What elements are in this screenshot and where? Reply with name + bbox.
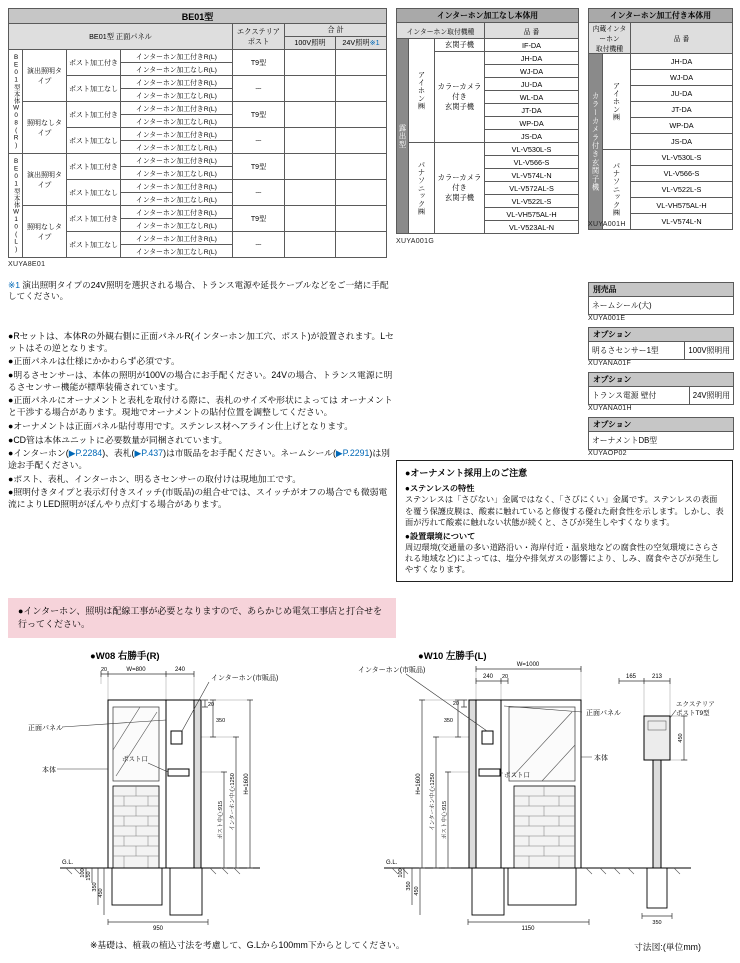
dim-label: 350: [216, 718, 226, 724]
ext-post-callout: エクステリア: [676, 701, 715, 708]
cell-type-light: 演出照明タイプ: [23, 50, 67, 102]
col-header-machine: インターホン取付機種: [397, 23, 485, 39]
col-header-part: 品 番: [631, 23, 733, 54]
cell-sub-post: ポスト加工付き: [67, 154, 121, 180]
part-number: IF-DA: [485, 39, 579, 52]
part-number: VL-V574L-N: [485, 169, 579, 182]
cell-panel: インターホン加工なしR(L): [121, 115, 233, 128]
note-text: ●インターホン(: [8, 448, 69, 459]
maker-aiphone: アイホン㈱: [603, 54, 631, 150]
box-header: オプション: [589, 328, 733, 342]
dim-label: 350: [92, 882, 98, 892]
ground-label: G.L.: [62, 860, 74, 866]
cell-body-w10: BE01型本体W10(L): [9, 154, 23, 258]
product-code: XUYA001E: [588, 315, 626, 322]
cell-total-24v: [336, 154, 387, 180]
unit-label: 寸法図:(単位mm): [634, 942, 701, 952]
dim-label: 240: [482, 674, 494, 680]
cell-post-t9: T9型: [233, 50, 285, 76]
cell-panel: インターホン加工なしR(L): [121, 193, 233, 206]
cell-post-t9: T9型: [233, 206, 285, 232]
cell-panel: インターホン加工付きR(L): [121, 206, 233, 219]
col-header-part: 品 番: [485, 23, 579, 39]
dim-label: 100: [80, 868, 86, 878]
cell-total-100v: [285, 180, 336, 206]
dim-label: 165: [625, 674, 637, 680]
type-door-station: 玄関子機: [435, 39, 485, 52]
note-bullet: ●オーナメントは正面パネル貼付専用です。ステンレス材ヘアライン仕上げとなります。: [8, 420, 354, 431]
part-number: JS-DA: [485, 130, 579, 143]
note-bullet: ●明るさセンサーは、本体の照明が100Vの場合にお手配ください。24Vの場合、トランス電源に明るさセンサー機能が標準装備されています。: [8, 370, 393, 392]
part-number: VL-V522L-S: [485, 195, 579, 208]
cell-total-100v: [285, 102, 336, 128]
col-header-24v: [336, 37, 387, 50]
option-box-sensor: [588, 327, 734, 367]
notice-title: ●オーナメント採用上のご注意: [405, 468, 528, 478]
col-header-24v-text: 24V照明: [342, 38, 370, 47]
dim-label: 350: [652, 920, 662, 926]
table-a-title: インターホン加工なし本体用: [397, 9, 579, 23]
part-number: JH-DA: [485, 52, 579, 65]
cell-total-24v: [336, 206, 387, 232]
intercom-callout: インターホン(市販品): [211, 675, 279, 682]
product-code: XUYA001H: [588, 221, 626, 228]
note-bullet: ●正面パネルは仕様にかかわらず必須です。: [8, 356, 180, 367]
col-header-100v: 100V照明: [285, 37, 336, 50]
type-camera-station: カラーカメラ 付き 玄関子機: [435, 52, 485, 143]
dim-label: 20: [452, 701, 459, 707]
cell-type-light: 演出照明タイプ: [23, 154, 67, 206]
box-item: オーナメントDB型: [592, 436, 658, 445]
dim-label: 450: [414, 886, 420, 896]
footnote-1-mark: ※1: [8, 280, 23, 290]
type-camera-station: カラーカメラ 付き 玄関子機: [435, 143, 485, 234]
cell-post-dash: ー: [233, 180, 285, 206]
box-header: オプション: [589, 373, 733, 387]
cell-post-dash: ー: [233, 128, 285, 154]
box-header: 別売品: [589, 283, 733, 297]
notes-list: [8, 331, 394, 513]
note-text: )、表札(: [102, 448, 135, 459]
product-code: XUYANA01F: [588, 360, 632, 367]
cell-total-100v: [285, 128, 336, 154]
note-bullet: ●照明付きタイプと表示灯付きスイッチ(市販品)の組合せでは、スイッチがオフの場合でも微弱電流によりLED照明がぼんやり点灯する場合があります。: [8, 487, 388, 509]
panel-callout: 正面パネル: [28, 725, 63, 732]
part-number: WL-DA: [485, 91, 579, 104]
footnote-1: [8, 280, 392, 302]
object-drawing: [469, 700, 670, 915]
diagram-title-w08: ●W08 右勝手(R): [90, 651, 160, 662]
cell-panel: インターホン加工付きR(L): [121, 128, 233, 141]
col-header-machine: 内蔵インターホン 取付機種: [589, 23, 631, 54]
post-mouth-callout: ポスト口: [504, 772, 530, 779]
cell-panel: インターホン加工付きR(L): [121, 232, 233, 245]
object-drawing: [108, 700, 202, 915]
dim-label: ポスト中心:915: [442, 800, 448, 840]
cell-total-24v: [336, 50, 387, 76]
part-number: JU-DA: [631, 86, 733, 102]
cell-type-nolight: 照明なしタイプ: [23, 206, 67, 258]
cell-panel: インターホン加工なしR(L): [121, 167, 233, 180]
cell-total-100v: [285, 50, 336, 76]
page-link[interactable]: ▶P.2284: [68, 448, 103, 459]
cell-panel: インターホン加工なしR(L): [121, 63, 233, 76]
diagram-title-w10: ●W10 左勝手(L): [418, 651, 487, 662]
part-number: WP-DA: [485, 117, 579, 130]
product-code: XUYANA01H: [588, 405, 632, 412]
part-number: JH-DA: [631, 54, 733, 70]
dim-label: W=800: [126, 667, 146, 673]
cell-sub-nopost: ポスト加工なし: [67, 232, 121, 258]
part-number: JU-DA: [485, 78, 579, 91]
cell-sub-post: ポスト加工付き: [67, 102, 121, 128]
table-b-title: インターホン加工付き本体用: [589, 9, 733, 23]
cell-panel: インターホン加工付きR(L): [121, 76, 233, 89]
wiring-warning: ●インターホン、照明は配線工事が必要となりますので、あらかじめ電気工事店と打合せを行ってください。: [8, 598, 396, 638]
part-number: VL-V574L-N: [631, 214, 733, 230]
box-item: ネームシール(大): [592, 301, 652, 310]
panel-callout: 正面パネル: [586, 710, 621, 717]
maker-panasonic: パナソニック㈱: [603, 150, 631, 230]
dim-label: 20: [208, 702, 215, 708]
cell-total-24v: [336, 128, 387, 154]
part-number: WJ-DA: [485, 65, 579, 78]
part-number: JS-DA: [631, 134, 733, 150]
dim-label: 20: [501, 674, 509, 680]
dim-label: H=1600: [416, 773, 422, 795]
dimension-diagram-w08: [8, 660, 343, 932]
option-box-transformer: [588, 372, 734, 412]
cell-body-w08: BE01型本体W08(R): [9, 50, 23, 154]
maker-panasonic: パナソニック㈱: [409, 143, 435, 234]
notice-heading: ●設置環境について: [405, 531, 476, 541]
dim-label: 240: [174, 667, 186, 673]
dim-label: インターホン中心:1250: [430, 773, 436, 831]
part-number: JT-DA: [631, 102, 733, 118]
cell-sub-nopost: ポスト加工なし: [67, 76, 121, 102]
page-link[interactable]: ▶P.437: [134, 448, 164, 459]
product-code: XUYAOP02: [588, 450, 627, 457]
note-bullet: ●ポスト、表札、インターホン、明るさセンサーの取付けは現地加工です。: [8, 473, 302, 484]
cell-total-100v: [285, 76, 336, 102]
intercom-callout: インターホン(市販品): [358, 667, 426, 674]
dim-label: 450: [98, 888, 104, 898]
note-text: )は別途お手配ください。: [8, 448, 390, 470]
cell-post-dash: ー: [233, 76, 285, 102]
spec-table: [8, 8, 387, 258]
box-note: 100V照明用: [684, 342, 733, 359]
part-number: VL-V523AL-N: [485, 221, 579, 234]
notice-heading: ●ステンレスの特性: [405, 484, 475, 494]
dim-label: 150: [86, 871, 92, 881]
cell-panel: インターホン加工なしR(L): [121, 89, 233, 102]
part-number: VL-V522L-S: [631, 182, 733, 198]
note-bullet-links: [8, 448, 394, 471]
box-item: トランス電源 壁付: [592, 391, 657, 400]
cell-sub-post: ポスト加工付き: [67, 50, 121, 76]
intercom-table-cutout-body: [588, 8, 733, 230]
strip-camera-door-station: カラーカメラ付き玄関子機: [589, 54, 603, 230]
col-header-total: 合 計: [285, 24, 387, 37]
ground-label: G.L.: [386, 860, 398, 866]
maker-aiphone: アイホン㈱: [409, 39, 435, 143]
cell-total-24v: [336, 232, 387, 258]
cell-post-t9: T9型: [233, 154, 285, 180]
dim-label: 1150: [521, 926, 535, 932]
cell-panel: インターホン加工付きR(L): [121, 154, 233, 167]
spec-table-title: BE01型: [9, 9, 387, 24]
cell-sub-nopost: ポスト加工なし: [67, 180, 121, 206]
cell-total-24v: [336, 76, 387, 102]
box-note: 24V照明用: [689, 387, 733, 404]
part-number: VL-VH575AL-H: [631, 198, 733, 214]
dim-label: 100: [398, 868, 404, 878]
foundation-note: ※基礎は、植栽の植込寸法を考慮して、G.Lから100mm下からとしてください。: [90, 940, 405, 950]
dim-label: インターホン中心:1250: [230, 773, 236, 831]
cell-post-dash: ー: [233, 232, 285, 258]
cell-total-100v: [285, 154, 336, 180]
body-callout: 本体: [594, 755, 608, 762]
note-bullet: ●CD管は本体ユニットに必要数量が同梱されています。: [8, 434, 228, 445]
dimension-diagram-w10: [346, 660, 736, 932]
body-callout: 本体: [42, 767, 56, 774]
dim-label: 350: [406, 881, 412, 891]
ext-post-callout: ポストT9型: [676, 710, 710, 717]
part-number: VL-V566-S: [485, 156, 579, 169]
cell-sub-nopost: ポスト加工なし: [67, 128, 121, 154]
cell-sub-post: ポスト加工付き: [67, 206, 121, 232]
part-number: WP-DA: [631, 118, 733, 134]
post-mouth-callout: ポスト口: [122, 756, 148, 763]
product-code: XUYA8E01: [8, 261, 46, 268]
dim-label: 450: [678, 733, 684, 743]
cell-panel: インターホン加工なしR(L): [121, 141, 233, 154]
cell-total-100v: [285, 232, 336, 258]
note-bullet: ●正面パネルにオーナメントと表札を取付ける際に、表札のサイズや形状によっては オーナメントと干渉する場合があります。現地でオーナメントの貼付位置を調整してください。: [8, 395, 393, 418]
part-number: VL-V530L-S: [485, 143, 579, 156]
part-number: VL-V566-S: [631, 166, 733, 182]
cell-panel: インターホン加工付きR(L): [121, 50, 233, 63]
dim-label: 20: [100, 667, 108, 673]
cell-panel: インターホン加工なしR(L): [121, 245, 233, 258]
ornament-notice-box: [396, 460, 733, 582]
dim-label: ポスト中心:915: [218, 800, 224, 840]
part-number: VL-VH575AL-H: [485, 208, 579, 221]
col-header-post: エクステリア ポスト: [233, 24, 285, 50]
box-header: オプション: [589, 418, 733, 432]
box-item: 明るさセンサー1型: [592, 346, 659, 355]
cell-panel: インターホン加工付きR(L): [121, 180, 233, 193]
notice-body: ステンレスは「さびない」金属ではなく、「さびにくい」金属です。ステンレスの表面を覆う保護皮膜は、酸素に触れていると修復する優れた耐食性を示します。しかし、表面が汚れて酸素に触れない状態が続くと、さびが発生しやすくなります。: [405, 495, 724, 527]
cell-panel: インターホン加工なしR(L): [121, 219, 233, 232]
note-text: )は市販品をお手配ください。ネームシール(: [163, 448, 336, 459]
dim-label: 950: [152, 926, 164, 932]
cell-total-24v: [336, 180, 387, 206]
cell-total-24v: [336, 102, 387, 128]
strip-exposed-type: 露出型: [397, 39, 409, 234]
part-number: VL-V572AL-S: [485, 182, 579, 195]
col-header-panel: BE01型 正面パネル: [9, 24, 233, 50]
dim-label: W=1000: [516, 662, 540, 668]
page-link[interactable]: ▶P.2291: [335, 448, 370, 459]
product-code: XUYA001G: [396, 238, 435, 245]
note-bullet: ●Rセットは、本体Rの外観右側に正面パネルR(インターホン加工穴、ポスト)が設置されます。Lセットはその逆となります。: [8, 331, 394, 353]
part-number: VL-V530L-S: [631, 150, 733, 166]
footnote-1-text: 演出照明タイプの24V照明を選択される場合、トランス電源や延長ケーブルなどをご一緒に手配してください。: [8, 280, 389, 302]
part-number: WJ-DA: [631, 70, 733, 86]
intercom-table-plain-body: [396, 8, 579, 234]
cell-type-nolight: 照明なしタイプ: [23, 102, 67, 154]
col-header-24v-mark: ※1: [369, 38, 380, 47]
cell-post-t9: T9型: [233, 102, 285, 128]
dim-label: 213: [651, 674, 663, 680]
dim-label: 350: [443, 718, 453, 724]
notice-body: 周辺環境(交通量の多い道路沿い・海岸付近・温泉地などの腐食性の空気環境にさらされる地域など)によっては、塩分や排気ガスの影響により、しみ、腐食やさびが発生しやすくなります。: [405, 543, 720, 575]
cell-panel: インターホン加工付きR(L): [121, 102, 233, 115]
option-box-ornament: [588, 417, 734, 457]
cell-total-100v: [285, 206, 336, 232]
dim-label: H=1600: [244, 773, 250, 795]
option-box-nameseal: [588, 282, 734, 322]
part-number: JT-DA: [485, 104, 579, 117]
